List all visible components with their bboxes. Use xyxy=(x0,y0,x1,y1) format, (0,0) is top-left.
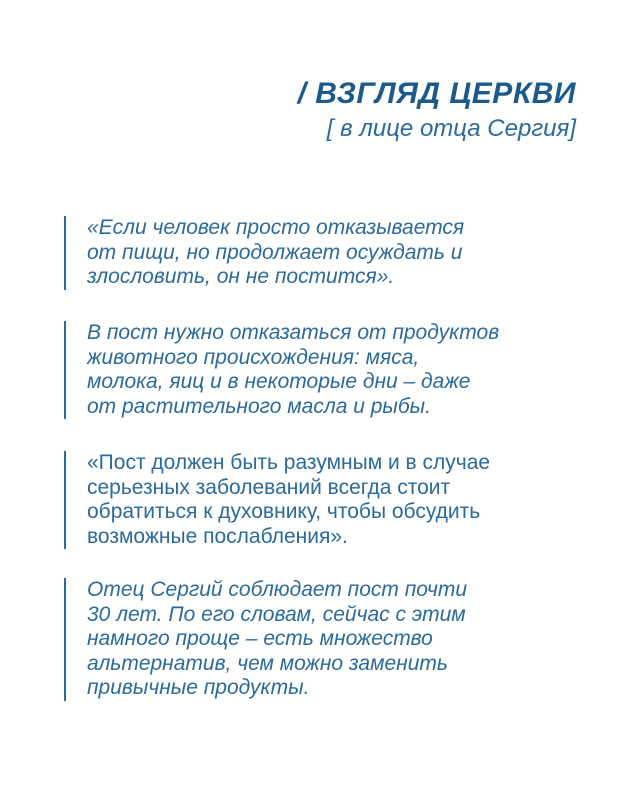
quote-block-1 xyxy=(64,216,464,290)
text-line: В пост нужно отказаться от продуктов xyxy=(87,321,500,344)
text-line: животного происхождения: мяса, xyxy=(87,345,420,369)
text-line: 30 лет. По его словам, сейчас с этим xyxy=(87,602,466,626)
text-line: Отец Сергий соблюдает пост почти xyxy=(87,578,468,601)
header xyxy=(298,74,576,144)
text-line: от пищи, но продолжает осуждать и xyxy=(87,240,463,264)
quote-block-3 xyxy=(64,451,490,549)
page-title: / ВЗГЛЯД ЦЕРКВИ xyxy=(297,77,576,110)
text-line: «Пост должен быть разумным и в случае xyxy=(87,451,491,474)
text-line: серьезных заболеваний всегда стоит xyxy=(87,475,451,499)
text-line: альтернатив, чем можно заменить xyxy=(87,651,448,675)
text-line: «Если человек просто отказывается xyxy=(87,216,465,239)
text-block-4 xyxy=(64,578,467,701)
text-block-2 xyxy=(64,321,499,419)
text-line: обратиться к духовнику, чтобы обсудить xyxy=(87,500,481,523)
text-line: привычные продукты. xyxy=(87,676,310,699)
page-subtitle: [ в лице отца Сергия] xyxy=(326,115,576,142)
text-line: намного проще – есть множество xyxy=(87,627,433,650)
text-line: молока, яиц и в некоторые дни – даже xyxy=(87,370,471,393)
text-line: от растительного масла и рыбы. xyxy=(87,394,431,418)
text-line: возможные послабления». xyxy=(87,524,348,548)
text-line: злословить, он не постится». xyxy=(87,265,395,288)
